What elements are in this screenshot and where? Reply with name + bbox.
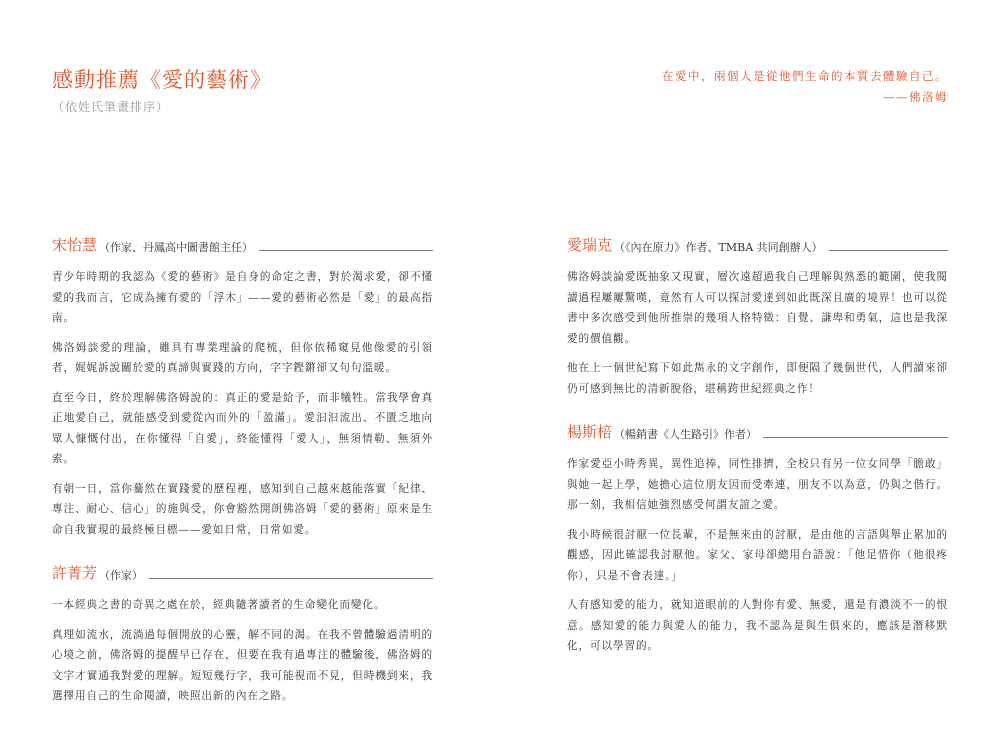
quote-text: 在愛中，兩個人是從他們生命的本質去體驗自己。 bbox=[662, 69, 948, 83]
endorsement-paragraph: 人有感知愛的能力，就知道眼前的人對你有愛、無愛，還是有濃淡不一的恨意。感知愛的能力與愛人的能力，我不認為是與生俱來的，應該是潛移默化，可以學習的。 bbox=[567, 599, 948, 652]
endorser-name: 愛瑞克 bbox=[567, 236, 613, 254]
endorser-header bbox=[52, 234, 433, 255]
endorsement-entry bbox=[567, 421, 948, 657]
endorser-name: 楊斯棓 bbox=[567, 423, 613, 441]
endorsement-paragraph: 有朝一日，當你驀然在實踐愛的歷程裡，感知到自己越來越能落實「紀律、專注、耐心、信心」的施與受，你會豁然開朗佛洛姆「愛的藝術」原來是生命自我實現的最終極目標——愛如日常，日常如愛。 bbox=[52, 482, 433, 536]
endorser-role: （《內在原力》作者、TMBA 共同創辦人） bbox=[614, 241, 823, 254]
endorsement-paragraph: 佛洛姆談論愛既抽象又現實，層次遠超過我自己理解與熟悉的範圍，使我閱讀過程屢屢驚嘆，竟然有人可以探討愛達到如此既深且廣的境界！也可以從書中多次感受到他所推崇的幾項人格特徵：自覺、謙卑和勇氣，這也是我深愛的價值觀。 bbox=[567, 271, 948, 345]
page-title: 感動推薦《愛的藝術》 bbox=[52, 68, 272, 92]
right-column bbox=[567, 234, 948, 679]
endorsement-paragraph: 我小時候很討厭一位長輩，不是無來由的討厭，是由他的言語與舉止累加的觀感，因此確認我討厭他。家父、家母卻總用台語說：「他足惜你（他很疼你），只是不會表達。」 bbox=[567, 528, 948, 582]
endorsement-paragraph: 直至今日，終於理解佛洛姆說的：真正的愛是給予，而非犧牲。當我學會真正地愛自己，就能感受到愛從內而外的「盈滿」。愛汩汩流出、不匱乏地向眾人慷慨付出，在你懂得「自愛」，終能懂得「愛人」，無須情勒、無須外索。 bbox=[52, 391, 433, 465]
header-rule bbox=[829, 250, 948, 251]
left-column bbox=[52, 234, 433, 729]
endorser-name: 許菁芳 bbox=[52, 564, 98, 582]
endorsement-entry bbox=[567, 234, 948, 399]
endorser-role: （暢銷書《人生路引》作者） bbox=[614, 428, 758, 441]
endorsement-paragraph: 一本經典之書的奇異之處在於，經典隨著讀者的生命變化而變化。 bbox=[52, 599, 386, 611]
page-subtitle: （依姓氏筆畫排序） bbox=[52, 100, 170, 114]
epigraph-quote bbox=[662, 66, 948, 108]
header-rule bbox=[763, 437, 948, 438]
endorsement-paragraph: 真理如流水，流淌過每個開放的心靈，解不同的渴。在我不曾體驗過清明的心境之前，佛洛姆的提醒早已存在，但要在我有過專注的體驗後，佛洛姆的文字才實通我對愛的理解。短短幾行字，我可能視而不見，但時機到來，我選擇用自己的生命閱讀，映照出新的內在之路。 bbox=[52, 628, 433, 702]
endorser-name: 宋怡慧 bbox=[52, 236, 98, 254]
quote-author: ——佛洛姆 bbox=[883, 90, 948, 104]
endorsement-entry bbox=[52, 562, 433, 707]
endorsement-paragraph: 他在上一個世紀寫下如此雋永的文字創作，即便隔了幾個世代，人們讀來卻仍可感到無比的清新脫俗，堪稱跨世紀經典之作！ bbox=[567, 362, 948, 395]
endorsement-paragraph: 青少年時期的我認為《愛的藝術》是自身的命定之書，對於渴求愛，卻不懂愛的我而言，它成為擁有愛的「浮木」——愛的藝術必然是「愛」的最高指南。 bbox=[52, 271, 433, 324]
header-rule bbox=[149, 578, 433, 579]
endorser-role: （作家） bbox=[99, 569, 144, 582]
header-rule bbox=[259, 250, 433, 251]
endorsement-paragraph: 作家愛亞小時秀異，異性追捧，同性排擠，全校只有另一位女同學「膽敢」與她一起上學，她擔心這位朋友因而受牽連，朋友不以為意，仍與之偕行。那一刻，我相信她強烈感受何謂友誼之愛。 bbox=[567, 458, 948, 511]
endorsement-entry bbox=[52, 234, 433, 540]
endorser-role: （作家、丹鳳高中圖書館主任） bbox=[99, 241, 254, 254]
endorser-header bbox=[567, 234, 948, 255]
endorsement-paragraph: 佛洛姆談愛的理論，雖具有專業理論的爬梳，但你依稀窺見他像愛的引領者，娓娓訴說關於愛的真諦與實踐的方向，字字鏗鏘卻又句句溫暖。 bbox=[52, 341, 433, 374]
endorser-header bbox=[52, 562, 433, 583]
endorser-header bbox=[567, 421, 948, 442]
